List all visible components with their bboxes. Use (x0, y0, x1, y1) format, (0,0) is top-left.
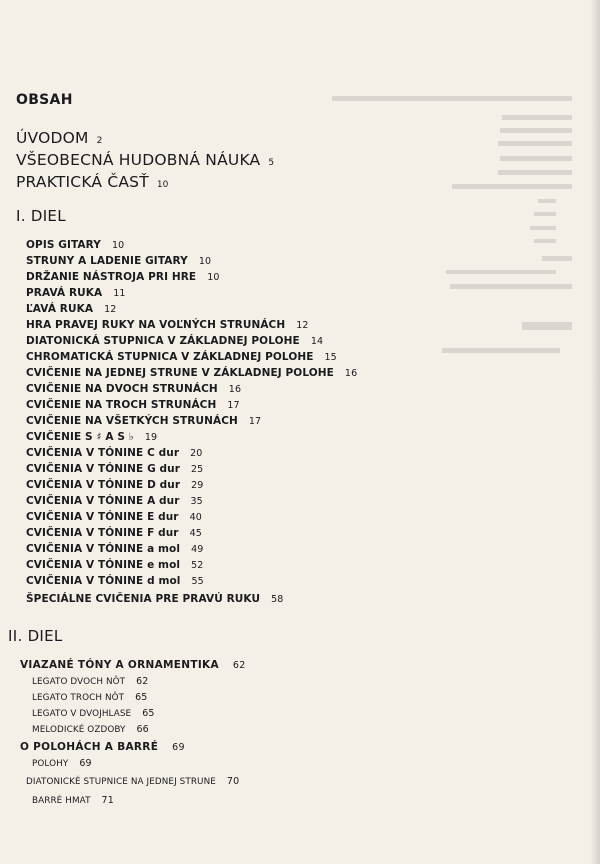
subsection-label: LEGATO TROCH NÔT (32, 693, 125, 703)
toc-item-page: 17 (248, 416, 262, 427)
toc-item-page: 16 (344, 368, 358, 379)
section-viazane-tony (20, 659, 246, 671)
toc-item-label: ŠPECIÁLNE CVIČENIA PRE PRAVÚ RUKU (26, 593, 261, 605)
toc-item (26, 383, 241, 395)
toc-item (26, 255, 211, 267)
toc-entry-label: PRAKTICKÁ ČASŤ (16, 173, 149, 191)
subsection-item (32, 758, 92, 769)
toc-item-label: CVIČENIE NA TROCH STRUNÁCH (26, 399, 217, 411)
subsection-item (32, 692, 147, 703)
toc-entry-prakticka-cast (16, 173, 168, 191)
toc-item-label: OPIS GITARY (26, 239, 101, 251)
page-title: OBSAH (16, 92, 73, 108)
toc-item (26, 479, 203, 491)
toc-item (26, 527, 202, 539)
toc-item-page: 10 (198, 256, 212, 267)
section-label: VIAZANÉ TÓNY A ORNAMENTIKA (20, 659, 219, 671)
section-o-polohach (20, 741, 185, 753)
subsection-page: 65 (142, 708, 155, 719)
subsection-page: 71 (101, 795, 114, 806)
toc-item (26, 239, 124, 251)
subsection-page: 62 (136, 676, 149, 687)
toc-item-page: 16 (228, 384, 242, 395)
subsection-label: MELODICKÉ OZDOBY (32, 725, 126, 735)
subsection-item (32, 676, 148, 687)
toc-item-label: CVIČENIA V TÓNINE d mol (26, 575, 181, 587)
toc-entry-label: ÚVODOM (16, 129, 89, 147)
toc-item (26, 447, 202, 459)
toc-item-page: 52 (191, 560, 204, 571)
toc-entry-hudobna-nauka (16, 151, 274, 169)
toc-entry-page: 10 (156, 180, 169, 190)
toc-item-page: 49 (191, 544, 204, 555)
toc-item-label: CVIČENIA V TÓNINE E dur (26, 511, 179, 523)
subsection-label: BARRÉ HMAT (32, 796, 91, 806)
toc-item-label: CVIČENIA V TÓNINE C dur (26, 447, 180, 459)
toc-item (26, 399, 240, 411)
toc-item-label: CVIČENIE NA JEDNEJ STRUNE V ZÁKLADNEJ POLOHE (26, 367, 334, 379)
toc-item-label: CVIČENIE S ♯ A S ♭ (26, 431, 134, 443)
toc-item (26, 559, 203, 571)
toc-item (26, 271, 220, 283)
subsection-item (32, 724, 149, 735)
toc-item-label: CVIČENIE NA VŠETKÝCH STRUNÁCH (26, 415, 238, 427)
subsection-page: 65 (135, 692, 148, 703)
subsection-label: POLOHY (32, 759, 69, 769)
toc-entry-label: VŠEOBECNÁ HUDOBNÁ NÁUKA (16, 151, 261, 169)
toc-item (26, 593, 283, 605)
toc-item-page: 58 (271, 594, 284, 605)
toc-item-page: 17 (227, 400, 240, 411)
toc-item (26, 335, 323, 347)
toc-entry-page: 2 (96, 136, 103, 146)
toc-item (26, 351, 337, 363)
section-page: 62 (232, 660, 246, 671)
subsection-label: LEGATO V DVOJHLASE (32, 709, 132, 719)
toc-item (26, 367, 357, 379)
subsection-page: 69 (79, 758, 92, 769)
toc-item-label: CVIČENIA V TÓNINE D dur (26, 479, 181, 491)
toc-item-label: DRŽANIE NÁSTROJA PRI HRE (26, 271, 197, 283)
subsection-item (26, 776, 239, 787)
toc-item (26, 319, 309, 331)
toc-item (26, 575, 204, 587)
toc-item-page: 35 (190, 496, 203, 507)
toc-item-label: CVIČENIA V TÓNINE A dur (26, 495, 180, 507)
toc-item-page: 40 (189, 512, 202, 523)
page-edge-shadow (590, 0, 600, 864)
toc-item-label: CVIČENIA V TÓNINE e mol (26, 559, 181, 571)
toc-item-page: 29 (191, 480, 204, 491)
toc-item (26, 415, 261, 427)
subsection-item (32, 708, 155, 719)
toc-item-page: 55 (191, 576, 204, 587)
subsection-page: 70 (226, 776, 240, 787)
toc-item-label: CVIČENIA V TÓNINE G dur (26, 463, 181, 475)
toc-item-label: CHROMATICKÁ STUPNICA V ZÁKLADNEJ POLOHE (26, 351, 314, 363)
toc-item-label: HRA PRAVEJ RUKY NA VOĽNÝCH STRUNÁCH (26, 319, 286, 331)
toc-item-label: PRAVÁ RUKA (26, 287, 103, 299)
toc-entry-uvodom (16, 129, 102, 147)
toc-item (26, 495, 203, 507)
toc-item-label: STRUNY A LADENIE GITARY (26, 255, 188, 267)
toc-item-page: 14 (310, 336, 324, 347)
toc-item (26, 543, 203, 555)
toc-item (26, 511, 202, 523)
toc-item-page: 12 (104, 304, 117, 315)
toc-item (26, 303, 116, 315)
toc-item-label: DIATONICKÁ STUPNICA V ZÁKLADNEJ POLOHE (26, 335, 300, 347)
toc-item-page: 10 (207, 272, 220, 283)
toc-item (26, 431, 157, 443)
toc-item-page: 19 (144, 432, 158, 443)
subsection-page: 66 (136, 724, 149, 735)
toc-item (26, 463, 203, 475)
toc-entry-page: 5 (268, 158, 275, 168)
subsection-item (32, 795, 114, 806)
section-label: O POLOHÁCH A BARRÉ (20, 741, 159, 753)
toc-item-label: ĽAVÁ RUKA (26, 303, 94, 315)
toc-item-label: CVIČENIA V TÓNINE F dur (26, 527, 179, 539)
toc-item-page: 45 (189, 528, 202, 539)
toc-item-label: CVIČENIE NA DVOCH STRUNÁCH (26, 383, 218, 395)
subsection-label: DIATONICKÉ STUPNICE NA JEDNEJ STRUNE (26, 777, 216, 787)
part-1-heading: I. DIEL (16, 207, 66, 225)
toc-item-page: 10 (111, 240, 125, 251)
section-page: 69 (172, 742, 185, 753)
part-2-heading: II. DIEL (8, 627, 63, 645)
toc-item (26, 287, 126, 299)
toc-item-page: 20 (190, 448, 203, 459)
toc-item-page: 11 (113, 288, 126, 299)
toc-item-page: 12 (296, 320, 309, 331)
subsection-label: LEGATO DVOCH NÔT (32, 677, 126, 687)
toc-item-page: 25 (191, 464, 204, 475)
toc-item-label: CVIČENIA V TÓNINE a mol (26, 543, 181, 555)
toc-item-page: 15 (324, 352, 337, 363)
